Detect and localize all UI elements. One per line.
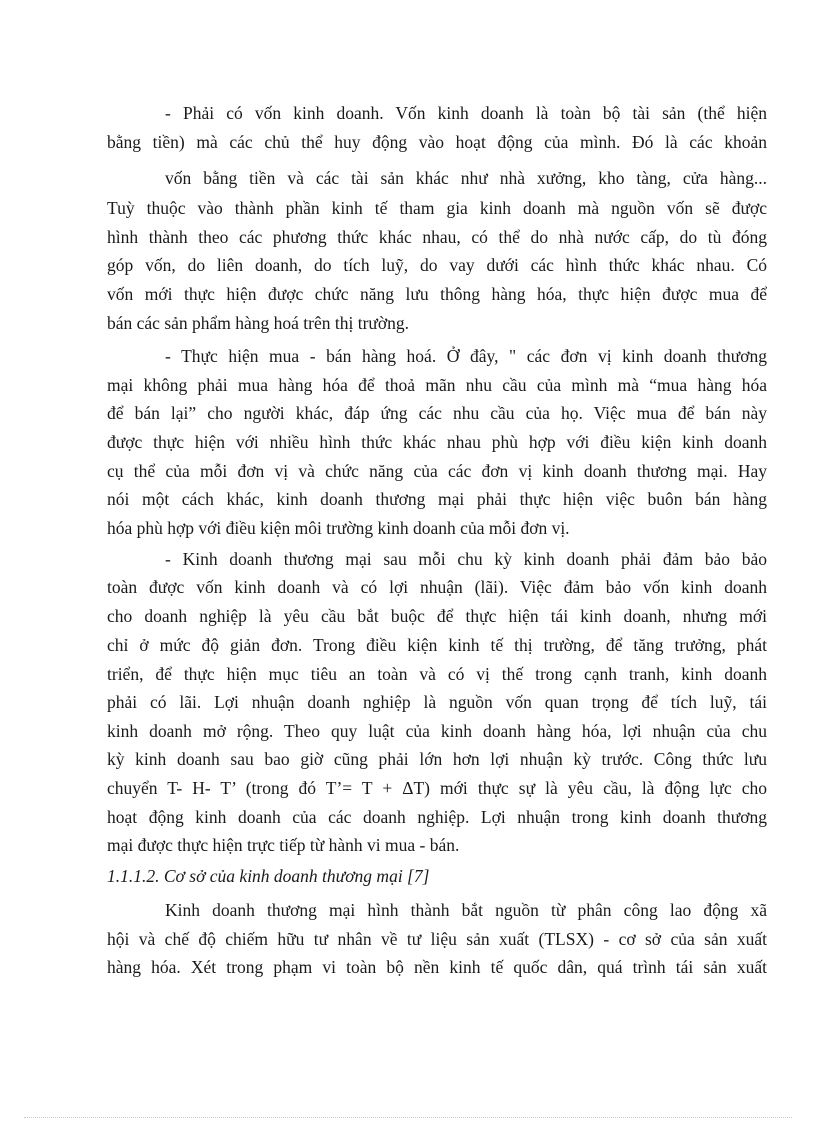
text-line: hoạt động kinh doanh của các doanh nghiệp. Lợi nhuận trong kinh doanh thương bbox=[107, 807, 767, 827]
text-line: - Thực hiện mua - bán hàng hoá. Ở đây, " các đơn vị kinh doanh thương bbox=[165, 346, 767, 366]
text-line: - Kinh doanh thương mại sau mỗi chu kỳ kinh doanh phải đảm bảo bảo bbox=[165, 549, 767, 569]
text-line: bán các sản phẩm hàng hoá trên thị trường. bbox=[107, 313, 410, 333]
text-line: cho doanh nghiệp là yêu cầu bắt buộc để thực hiện tái kinh doanh, nhưng mới bbox=[107, 606, 767, 626]
text-line: hội và chế độ chiếm hữu tư nhân về tư liệu sản xuất (TLSX) - cơ sở của sản xuất bbox=[107, 929, 767, 949]
text-line: vốn bằng tiền và các tài sản khác như nhà xưởng, kho tàng, cửa hàng... bbox=[165, 168, 767, 188]
text-line: cụ thể của mỗi đơn vị và chức năng của các đơn vị kinh doanh thương mại. Hay bbox=[107, 461, 767, 481]
section-heading: 1.1.1.2. Cơ sở của kinh doanh thương mại [7] bbox=[107, 866, 430, 886]
text-line: hình thành theo các phương thức khác nhau, có thể do nhà nước cấp, do tù đóng bbox=[107, 227, 767, 247]
text-line: phải có lãi. Lợi nhuận doanh nghiệp là nguồn vốn quan trọng để tích luỹ, tái bbox=[107, 692, 767, 712]
text-line: hàng hóa. Xét trong phạm vi toàn bộ nền kinh tế quốc dân, quá trình tái sản xuất bbox=[107, 957, 767, 977]
text-line: chỉ ở mức độ giản đơn. Trong điều kiện kinh tế thị trường, để tăng trưởng, phát bbox=[107, 635, 767, 655]
text-line: mại được thực hiện trực tiếp từ hành vi mua - bán. bbox=[107, 835, 460, 855]
text-line: - Phải có vốn kinh doanh. Vốn kinh doanh là toàn bộ tài sản (thể hiện bbox=[165, 103, 767, 123]
text-line: để bán lại” cho người khác, đáp ứng các nhu cầu của họ. Việc mua để bán này bbox=[107, 403, 767, 423]
text-line: bằng tiền) mà các chủ thể huy động vào hoạt động của mình. Đó là các khoản bbox=[107, 132, 767, 152]
text-line: hóa phù hợp với điều kiện môi trường kinh doanh của mỗi đơn vị. bbox=[107, 518, 570, 538]
text-line: mại không phải mua hàng hóa để thoả mãn nhu cầu của mình mà “mua hàng hóa bbox=[107, 375, 767, 395]
text-line: chuyển T- H- T’ (trong đó T’= T + ΔT) mới thực sự là yêu cầu, là động lực cho bbox=[107, 778, 767, 798]
text-line: Tuỳ thuộc vào thành phần kinh tế tham gia kinh doanh mà nguồn vốn sẽ được bbox=[107, 198, 767, 218]
text-line: vốn mới thực hiện được chức năng lưu thông hàng hóa, thực hiện được mua để bbox=[107, 284, 767, 304]
text-line: kỳ kinh doanh sau bao giờ cũng phải lớn hơn lợi nhuận kỳ trước. Công thức lưu bbox=[107, 749, 767, 769]
text-line: triển, để thực hiện mục tiêu an toàn và có vị thế trong cạnh tranh, kinh doanh bbox=[107, 664, 767, 684]
text-line: nói một cách khác, kinh doanh thương mại phải thực hiện việc buôn bán hàng bbox=[107, 489, 767, 509]
text-line: Kinh doanh thương mại hình thành bắt nguồn từ phân công lao động xã bbox=[165, 900, 767, 920]
text-line: toàn được vốn kinh doanh và có lợi nhuận (lãi). Việc đảm bảo vốn kinh doanh bbox=[107, 577, 767, 597]
text-line: kinh doanh mở rộng. Theo quy luật của kinh doanh hàng hóa, lợi nhuận của chu bbox=[107, 721, 767, 741]
text-line: góp vốn, do liên doanh, do tích luỹ, do vay dưới các hình thức khác nhau. Có bbox=[107, 255, 767, 275]
page-bottom-divider bbox=[24, 1117, 792, 1118]
text-line: được thực hiện với nhiều hình thức khác nhau phù hợp với điều kiện kinh doanh bbox=[107, 432, 767, 452]
